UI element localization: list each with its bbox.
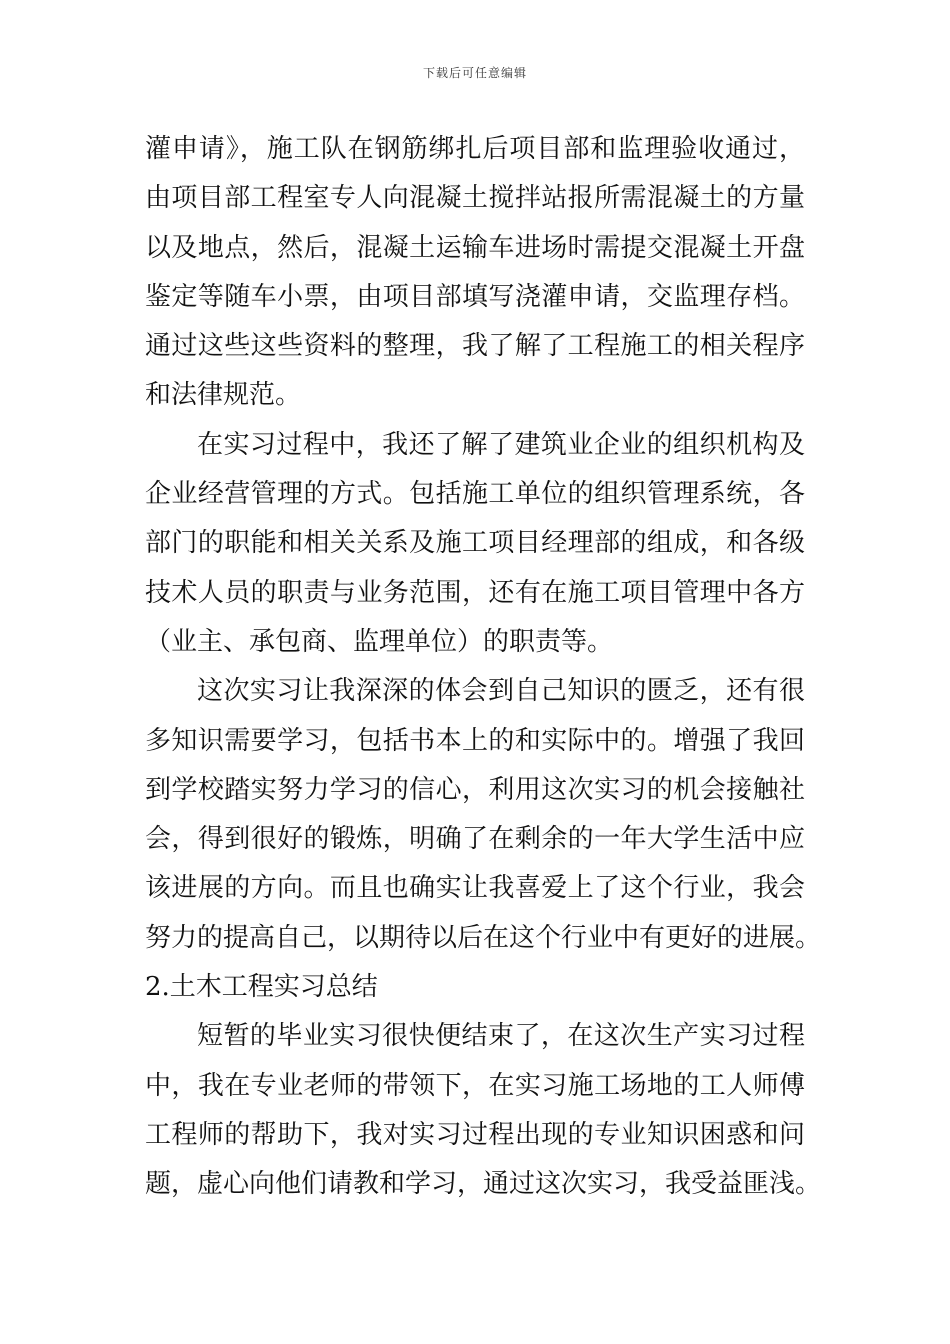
text-line: 灌申请》，施工队在钢筋绑扎后项目部和监理验收通过，	[145, 134, 805, 164]
text-line: 部门的职能和相关关系及施工项目经理部的组成，和各级	[145, 528, 805, 559]
text-line: 由项目部工程室专人向混凝土搅拌站报所需混凝土的方量	[145, 183, 805, 214]
document-body	[145, 125, 822, 1210]
text-line: 以及地点，然后，混凝土运输车进场时需提交混凝土开盘	[145, 232, 805, 263]
paragraph-start-line: 短暂的毕业实习很快便结束了，在这次生产实习过程	[197, 1021, 805, 1052]
paragraph-start-line: 这次实习让我深深的体会到自己知识的匮乏，还有很	[197, 676, 805, 707]
text-line: 题，虚心向他们请教和学习，通过这次实习，我受益匪浅。	[145, 1169, 822, 1200]
text-line: 技术人员的职责与业务范围，还有在施工项目管理中各方	[145, 577, 805, 608]
text-line: 通过这些这些资料的整理，我了解了工程施工的相关程序	[145, 331, 805, 362]
text-line: 多知识需要学习，包括书本上的和实际中的。增强了我回	[145, 725, 805, 756]
paragraph-start-line: 在实习过程中，我还了解了建筑业企业的组织机构及	[197, 429, 805, 460]
text-line: 会，得到很好的锻炼，明确了在剩余的一年大学生活中应	[145, 824, 805, 855]
text-line: 努力的提高自己，以期待以后在这个行业中有更好的进展。	[145, 922, 822, 953]
page-header: 下载后可任意编辑	[422, 66, 527, 80]
text-line: 企业经营管理的方式。包括施工单位的组织管理系统，各	[145, 479, 805, 510]
section-heading: 2.土木工程实习总结	[145, 972, 378, 1003]
text-line: 工程师的帮助下，我对实习过程出现的专业知识困惑和问	[145, 1119, 805, 1150]
text-line: 该进展的方向。而且也确实让我喜爱上了这个行业，我会	[145, 873, 805, 904]
text-line: 到学校踏实努力学习的信心，利用这次实习的机会接触社	[145, 774, 805, 805]
text-line: 中，我在专业老师的带领下，在实习施工场地的工人师傅	[145, 1070, 805, 1101]
text-line: 和法律规范。	[145, 380, 302, 411]
text-line: 鉴定等随车小票，由项目部填写浇灌申请，交监理存档。	[145, 281, 805, 312]
text-line: （业主、承包商、监理单位）的职责等。	[145, 626, 614, 657]
